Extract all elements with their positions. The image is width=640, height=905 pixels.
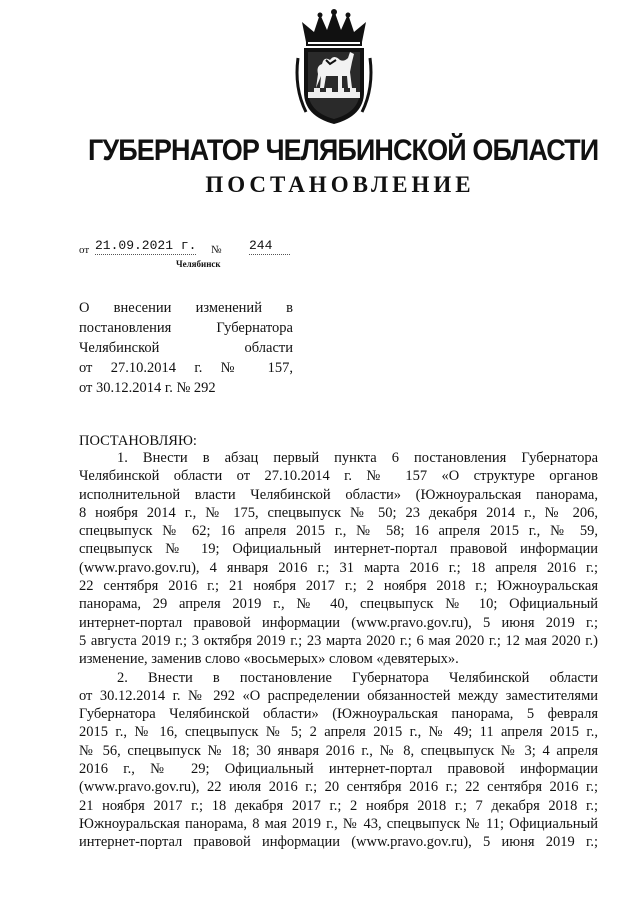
decree-body — [79, 449, 598, 852]
body-line: Губернатора Челябинской области» (Южноуральская панорама, 5 февраля — [79, 706, 598, 723]
decree-date: 21.09.2021 г. — [95, 238, 197, 253]
decree-word: ПОСТАНОВЛЯЮ: — [79, 433, 197, 449]
chelyabinsk-coat-of-arms-icon — [292, 8, 376, 126]
body-line: (www.pravo.gov.ru), 4 января 2016 г.; 31 марта 2016 г.; 18 апреля 2016 г.; — [79, 559, 598, 576]
body-line: 22 сентября 2016 г.; 21 ноября 2017 г.; 2 ноября 2018 г.; Южноуральская — [79, 578, 598, 595]
body-line: № 56, спецвыпуск № 18; 30 января 2016 г., № 8, спецвыпуск № 3; 4 апреля — [79, 742, 598, 759]
body-line: интернет-портал правовой информации (www.pravo.gov.ru), 5 июня 2019 г.; — [79, 834, 598, 851]
body-line: Челябинской области от 27.10.2014 г. № 157 «О структуре органов — [79, 468, 598, 485]
body-line: спецвыпуск № 62; 16 апреля 2015 г., № 58; 16 апреля 2015 г., № 59, — [79, 523, 598, 540]
body-line: 8 ноября 2014 г., № 175, спецвыпуск № 50; 23 декабря 2014 г., № 206, — [79, 504, 598, 521]
body-line: (www.pravo.gov.ru), 22 июля 2016 г.; 20 сентября 2016 г.; 22 сентября 2016 г.; — [79, 779, 598, 796]
body-line: спецвыпуск № 19; Официальный интернет-портал правовой информации — [79, 541, 598, 558]
from-label: от — [79, 244, 90, 256]
subject-line: Челябинской области — [79, 340, 293, 356]
body-line: 1. Внести в абзац первый пункта 6 постановления Губернатора — [117, 450, 598, 466]
body-line: 2. Внести в постановление Губернатора Челябинской области — [117, 669, 598, 686]
body-line: Южноуральская панорама, 8 мая 2019 г., № 43, спецвыпуск № 11; Официальный — [79, 815, 598, 832]
subject-line: от 27.10.2014 г. № 157, — [79, 360, 293, 376]
document-type: ПОСТАНОВЛЕНИЕ — [205, 172, 475, 197]
body-line: панорама, 29 апреля 2019 г., № 40, спецвыпуск № 10; Официальный — [79, 596, 598, 613]
body-line: 5 августа 2019 г.; 3 октября 2019 г.; 23 марта 2020 г.; 6 мая 2020 г.; 12 мая 2020 г.) — [79, 632, 598, 649]
body-line: исполнительной власти Челябинской области» (Южноуральская панорама, — [79, 486, 598, 503]
body-line: интернет-портал правовой информации (www.pravo.gov.ru), 5 июня 2019 г.; — [79, 614, 598, 631]
body-line: от 30.12.2014 г. № 292 «О распределении обязанностей между заместителями — [79, 687, 598, 704]
decree-number: 244 — [249, 238, 290, 255]
body-line: изменение, заменив слово «восьмерых» словом «девятерых». — [79, 651, 459, 668]
subject-line: О внесении изменений в — [79, 300, 293, 316]
governor-title: ГУБЕРНАТОР ЧЕЛЯБИНСКОЙ ОБЛАСТИ — [88, 134, 599, 167]
number-label: № — [211, 244, 222, 256]
body-line: 21 ноября 2017 г.; 18 декабря 2017 г.; 2 ноября 2018 г.; 7 декабря 2018 г.; — [79, 797, 598, 814]
subject-line: от 30.12.2014 г. № 292 — [79, 380, 216, 396]
body-line: 2016 г., № 29; Официальный интернет-портал правовой информации — [79, 761, 598, 778]
subject-line: постановления Губернатора — [79, 320, 293, 336]
city-label: Челябинск — [176, 259, 221, 269]
decree-subject — [79, 298, 293, 398]
body-line: 2015 г., № 16, спецвыпуск № 5; 2 апреля 2015 г., № 49; 11 апреля 2015 г., — [79, 724, 598, 741]
